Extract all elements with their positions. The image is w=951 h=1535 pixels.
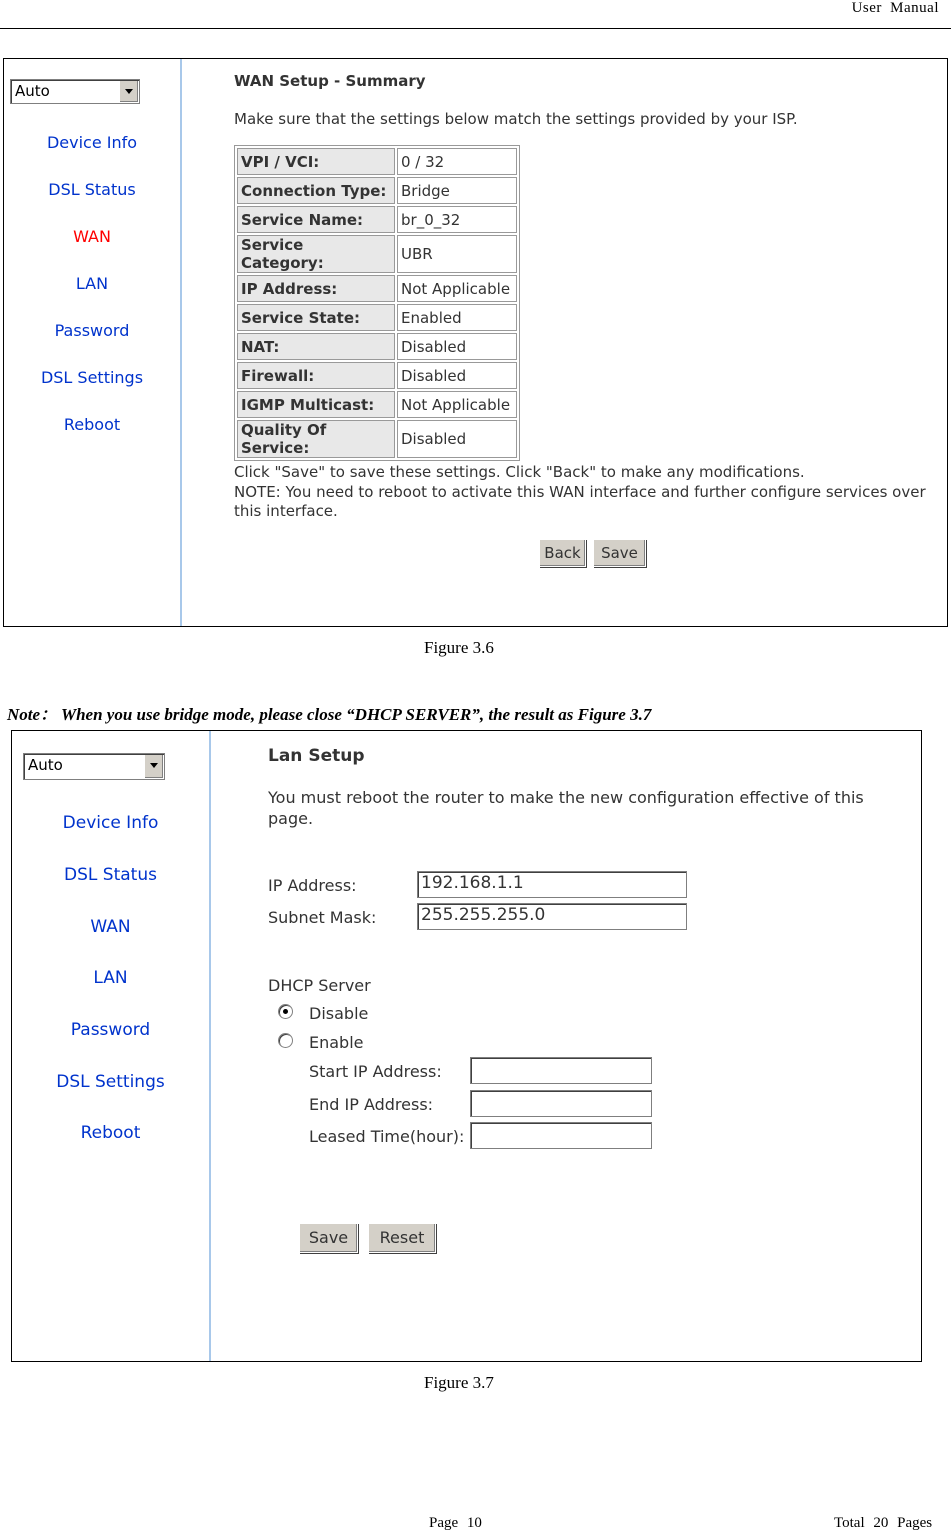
nav-lan[interactable]: LAN bbox=[75, 274, 109, 293]
nav-wan[interactable]: WAN bbox=[73, 227, 111, 246]
dhcp-enable-label: Enable bbox=[309, 1033, 364, 1052]
summary-key: Service State: bbox=[237, 304, 395, 331]
summary-value: 0 / 32 bbox=[397, 148, 517, 175]
header-rule bbox=[0, 28, 951, 29]
summary-value: UBR bbox=[397, 235, 517, 273]
nav-password[interactable]: Password bbox=[70, 1020, 151, 1040]
nav-reboot[interactable]: Reboot bbox=[63, 415, 121, 434]
summary-key: NAT: bbox=[237, 333, 395, 360]
ip-address-input[interactable]: 192.168.1.1 bbox=[417, 871, 687, 898]
mode-select[interactable] bbox=[10, 79, 140, 104]
nav-dsl-status[interactable]: DSL Status bbox=[64, 865, 157, 885]
sidebar bbox=[12, 731, 211, 1361]
summary-value: Not Applicable bbox=[397, 275, 517, 302]
reboot-note: NOTE: You need to reboot to activate this WAN interface and further configure services over this interface. bbox=[234, 483, 926, 520]
table-row bbox=[237, 206, 517, 233]
summary-value: Not Applicable bbox=[397, 391, 517, 418]
figure-3-7-caption: Figure 3.7 bbox=[424, 1373, 494, 1392]
end-ip-label: End IP Address: bbox=[309, 1095, 434, 1114]
figure-3-6-screenshot bbox=[3, 58, 948, 627]
table-row bbox=[237, 391, 517, 418]
lease-time-input[interactable] bbox=[470, 1122, 652, 1149]
save-instructions: Click "Save" to save these settings. Click "Back" to make any modifications. bbox=[234, 463, 805, 481]
chevron-down-icon[interactable] bbox=[144, 755, 163, 778]
dhcp-enable-radio[interactable] bbox=[278, 1033, 293, 1048]
mode-select-value: Auto bbox=[15, 82, 50, 100]
summary-value: Disabled bbox=[397, 333, 517, 360]
nav-dsl-settings[interactable]: DSL Settings bbox=[40, 368, 144, 387]
summary-key: Connection Type: bbox=[237, 177, 395, 204]
summary-value: Disabled bbox=[397, 362, 517, 389]
nav-reboot[interactable]: Reboot bbox=[80, 1123, 141, 1143]
nav-password[interactable]: Password bbox=[54, 321, 130, 340]
back-button[interactable]: Back bbox=[539, 539, 586, 567]
dhcp-server-label: DHCP Server bbox=[268, 976, 371, 995]
bridge-mode-note: Note： When you use bridge mode, please close “DHCP SERVER”, the result as Figure 3.7 bbox=[7, 705, 652, 724]
table-row bbox=[237, 362, 517, 389]
save-button[interactable]: Save bbox=[593, 539, 646, 567]
start-ip-input[interactable] bbox=[470, 1057, 652, 1084]
summary-value: br_0_32 bbox=[397, 206, 517, 233]
table-row bbox=[237, 275, 517, 302]
start-ip-label: Start IP Address: bbox=[309, 1062, 442, 1081]
lan-setup-intro: You must reboot the router to make the new configuration effective of this page. bbox=[268, 788, 864, 828]
wan-summary-table bbox=[234, 145, 520, 461]
summary-key: Service Name: bbox=[237, 206, 395, 233]
figure-3-7-screenshot bbox=[11, 730, 922, 1362]
table-row bbox=[237, 148, 517, 175]
mode-select[interactable] bbox=[23, 753, 165, 780]
table-row bbox=[237, 235, 517, 273]
nav-device-info[interactable]: Device Info bbox=[62, 813, 159, 833]
reset-button[interactable]: Reset bbox=[368, 1223, 436, 1253]
lease-time-label: Leased Time(hour): bbox=[309, 1127, 465, 1146]
summary-key: IP Address: bbox=[237, 275, 395, 302]
dhcp-disable-label: Disable bbox=[309, 1004, 369, 1023]
ip-address-label: IP Address: bbox=[268, 876, 357, 895]
table-row bbox=[237, 304, 517, 331]
subnet-mask-input[interactable]: 255.255.255.0 bbox=[417, 903, 687, 930]
nav-wan[interactable]: WAN bbox=[90, 917, 131, 937]
total-pages: Total 20 Pages bbox=[834, 1515, 933, 1531]
figure-3-6-caption: Figure 3.6 bbox=[424, 638, 494, 657]
page-header: User Manual bbox=[851, 0, 939, 16]
summary-key: Quality Of Service: bbox=[237, 420, 395, 458]
table-row bbox=[237, 177, 517, 204]
nav-device-info[interactable]: Device Info bbox=[46, 133, 138, 152]
end-ip-input[interactable] bbox=[470, 1090, 652, 1117]
sidebar bbox=[4, 59, 182, 626]
page-number: Page 10 bbox=[429, 1515, 482, 1531]
summary-key: Service Category: bbox=[237, 235, 395, 273]
wan-summary-intro: Make sure that the settings below match the settings provided by your ISP. bbox=[234, 110, 798, 128]
dhcp-disable-radio[interactable] bbox=[278, 1004, 293, 1019]
lan-setup-title: Lan Setup bbox=[268, 746, 365, 766]
summary-key: IGMP Multicast: bbox=[237, 391, 395, 418]
subnet-mask-label: Subnet Mask: bbox=[268, 908, 377, 927]
wan-summary-title: WAN Setup - Summary bbox=[234, 72, 426, 90]
nav-lan[interactable]: LAN bbox=[93, 968, 128, 988]
save-button[interactable]: Save bbox=[299, 1223, 358, 1253]
summary-key: VPI / VCI: bbox=[237, 148, 395, 175]
summary-value: Disabled bbox=[397, 420, 517, 458]
nav-dsl-status[interactable]: DSL Status bbox=[48, 180, 136, 199]
table-row bbox=[237, 420, 517, 458]
nav-dsl-settings[interactable]: DSL Settings bbox=[56, 1072, 165, 1092]
summary-key: Firewall: bbox=[237, 362, 395, 389]
summary-value: Bridge bbox=[397, 177, 517, 204]
summary-value: Enabled bbox=[397, 304, 517, 331]
table-row bbox=[237, 333, 517, 360]
chevron-down-icon[interactable] bbox=[119, 81, 138, 102]
mode-select-value: Auto bbox=[28, 756, 63, 774]
